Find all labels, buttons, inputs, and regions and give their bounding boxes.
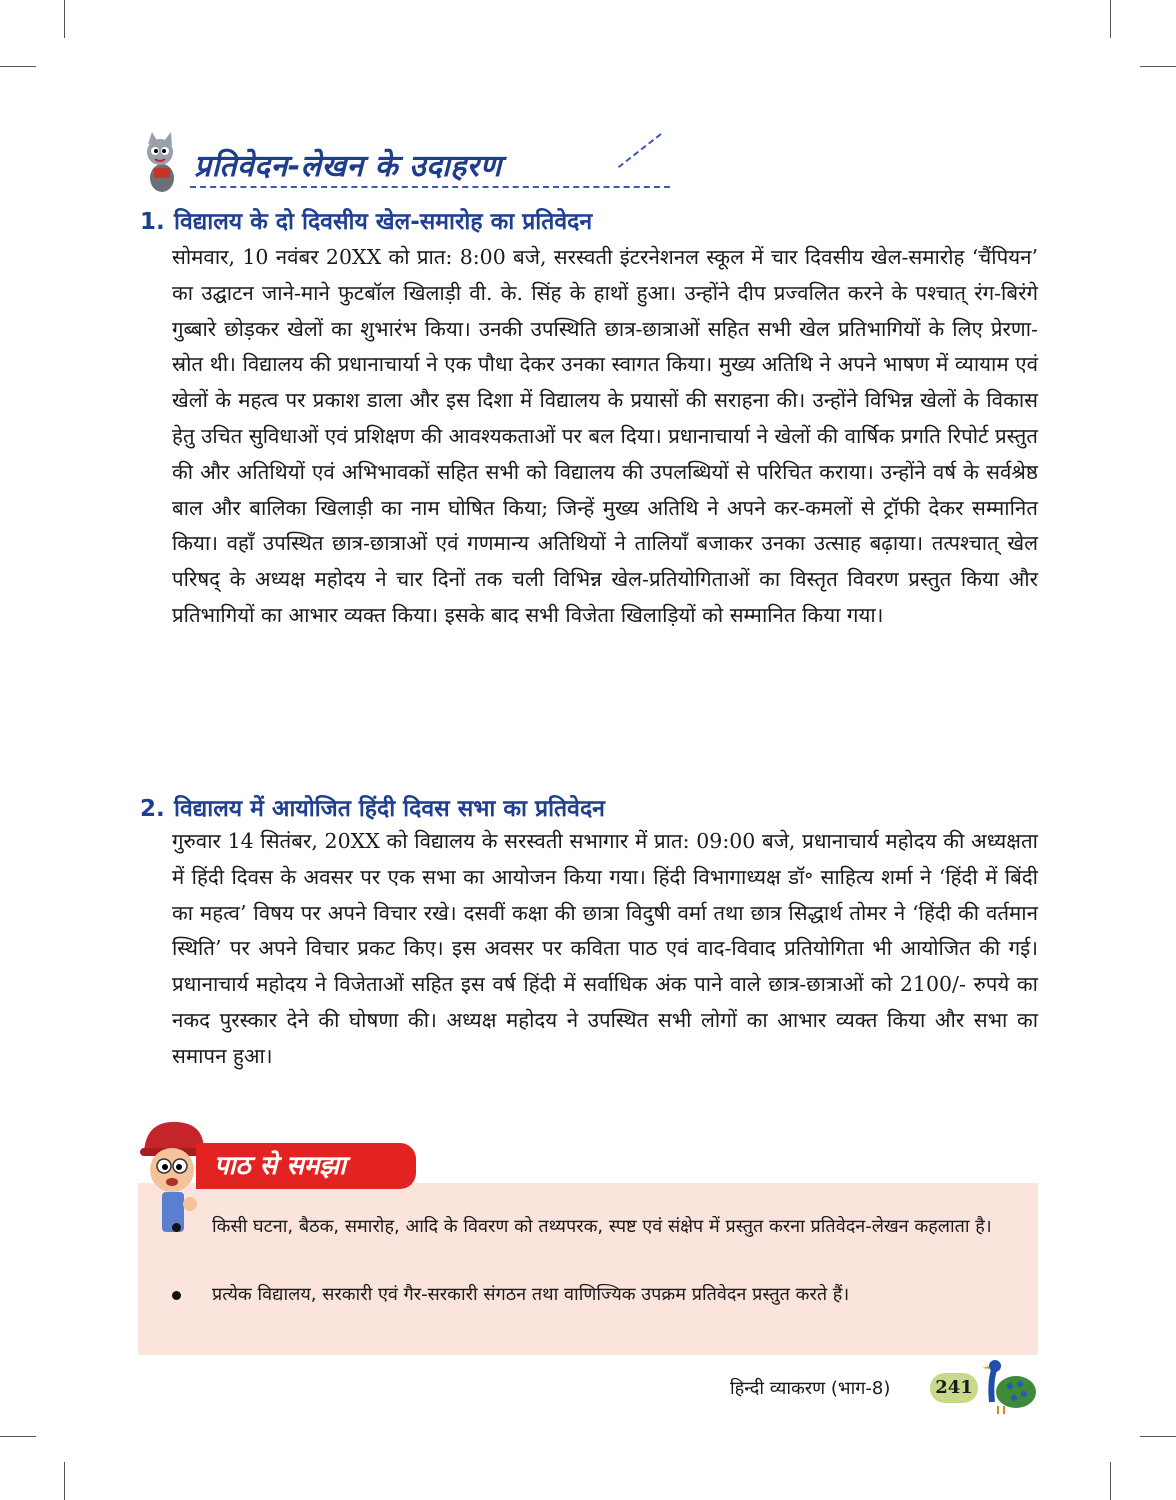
- crop-mark: [0, 1436, 36, 1437]
- crop-mark: [1140, 66, 1176, 67]
- report-title: [140, 791, 605, 823]
- report-title: [140, 204, 592, 236]
- summary-point: [172, 1212, 992, 1241]
- summary-box: [138, 1183, 1038, 1355]
- summary-point-text: प्रत्येक विद्यालय, सरकारी एवं गैर-सरकारी संगठन तथा वाणिज्यिक उपक्रम प्रतिवेदन प्रस्तुत करते हैं।: [212, 1284, 850, 1305]
- crop-mark: [1110, 0, 1111, 38]
- bullet-icon: [172, 1223, 181, 1232]
- report-title-text: विद्यालय के दो दिवसीय खेल-समारोह का प्रतिवेदन: [174, 209, 593, 235]
- crop-mark: [1140, 1436, 1176, 1437]
- report-body: सोमवार, 10 नवंबर 20XX को प्रात: 8:00 बजे, सरस्वती इंटरनेशनल स्कूल में चार दिवसीय खेल-समारोह ‘चैंपियन’ का उद्घाटन जाने-माने फुटबॉल खिलाड़ी वी. के. सिंह के हाथों हुआ। उन्होंने दीप प्रज्वलित करने के पश्चात् रंग-बिरंगे गुब्बारे छोड़कर खेलों का शुभारंभ किया। उनकी उपस्थिति छात्र-छात्राओं सहित सभी खेल प्रतिभागियों के लिए प्रेरणा-स्रोत थी। विद्यालय की प्रधानाचार्या ने एक पौधा देकर उनका स्वागत किया। मुख्य अतिथि ने अपने भाषण में व्यायाम एवं खेलों के महत्व पर प्रकाश डाला और इस दिशा में विद्यालय के प्रयासों की सराहना की। उन्होंने विभिन्न खेलों के विकास हेतु उचित सुविधाओं एवं प्रशिक्षण की आवश्यकताओं पर बल दिया। प्रधानाचार्या ने खेलों की वार्षिक प्रगति रिपोर्ट प्रस्तुत की और अतिथियों एवं अभिभावकों सहित सभी को विद्यालय की उपलब्धियों से परिचित कराया। उन्होंने वर्ष के सर्वश्रेष्ठ बाल और बालिका खिलाड़ी का नाम घोषित किया; जिन्हें मुख्य अतिथि ने अपने कर-कमलों से ट्रॉफी देकर सम्मानित किया। वहाँ उपस्थित छात्र-छात्राओं एवं गणमान्य अतिथियों ने तालियाँ बजाकर उनका उत्साह बढ़ाया। तत्पश्चात् खेल परिषद् के अध्यक्ष महोदय ने चार दिनों तक चली विभिन्न खेल-प्रतियोगिताओं का विस्तृत विवरण प्रस्तुत किया और प्रतिभागियों का आभार व्यक्त किया। इसके बाद सभी विजेता खिलाड़ियों को सम्मानित किया गया।: [172, 245, 1038, 627]
- crop-mark: [1110, 1462, 1111, 1500]
- summary-point-text: किसी घटना, बैठक, समारोह, आदि के विवरण को तथ्यपरक, स्पष्ट एवं संक्षेप में प्रस्तुत करना प्रतिवेदन-लेखन कहलाता है।: [212, 1216, 992, 1237]
- summary-tag: पाठ से समझा: [196, 1143, 416, 1189]
- footer-book-title: हिन्दी व्याकरण (भाग-8): [730, 1378, 891, 1399]
- summary-point: [172, 1280, 992, 1309]
- page-number: 241: [930, 1373, 978, 1403]
- section-heading: प्रतिवेदन-लेखन के उदाहरण: [194, 149, 502, 184]
- report-number: 2.: [140, 796, 165, 822]
- crop-mark: [64, 0, 65, 38]
- crop-mark: [64, 1462, 65, 1500]
- report-title-text: विद्यालय में आयोजित हिंदी दिवस सभा का प्रतिवेदन: [174, 796, 605, 822]
- report-body: गुरुवार 14 सितंबर, 20XX को विद्यालय के सरस्वती सभागार में प्रात: 09:00 बजे, प्रधानाचार्य महोदय की अध्यक्षता में हिंदी दिवस के अवसर पर एक सभा का आयोजन किया गया। हिंदी विभागाध्यक्ष डॉ॰ साहित्य शर्मा ने ‘हिंदी में बिंदी का महत्व’ विषय पर अपने विचार रखे। दसवीं कक्षा की छात्रा विदुषी वर्मा तथा छात्र सिद्धार्थ तोमर ने ‘हिंदी की वर्तमान स्थिति’ पर अपने विचार प्रकट किए। इस अवसर पर कविता पाठ एवं वाद-विवाद प्रतियोगिता भी आयोजित की गई। प्रधानाचार्य महोदय ने विजेताओं सहित इस वर्ष हिंदी में सर्वाधिक अंक पाने वाले छात्र-छात्राओं को 2100/- रुपये का नकद पुरस्कार देने की घोषणा की। अध्यक्ष महोदय ने उपस्थित सभी लोगों का आभार व्यक्त किया और सभा का समापन हुआ।: [172, 829, 1038, 1068]
- crop-mark: [0, 66, 36, 67]
- bullet-icon: [172, 1291, 181, 1300]
- peacock-icon: [976, 1352, 1040, 1416]
- section-header: [138, 128, 678, 198]
- report-number: 1.: [140, 209, 165, 235]
- heading-underline: [190, 186, 670, 188]
- cat-mascot-icon: [138, 132, 186, 194]
- heading-underline-tail: [618, 133, 662, 168]
